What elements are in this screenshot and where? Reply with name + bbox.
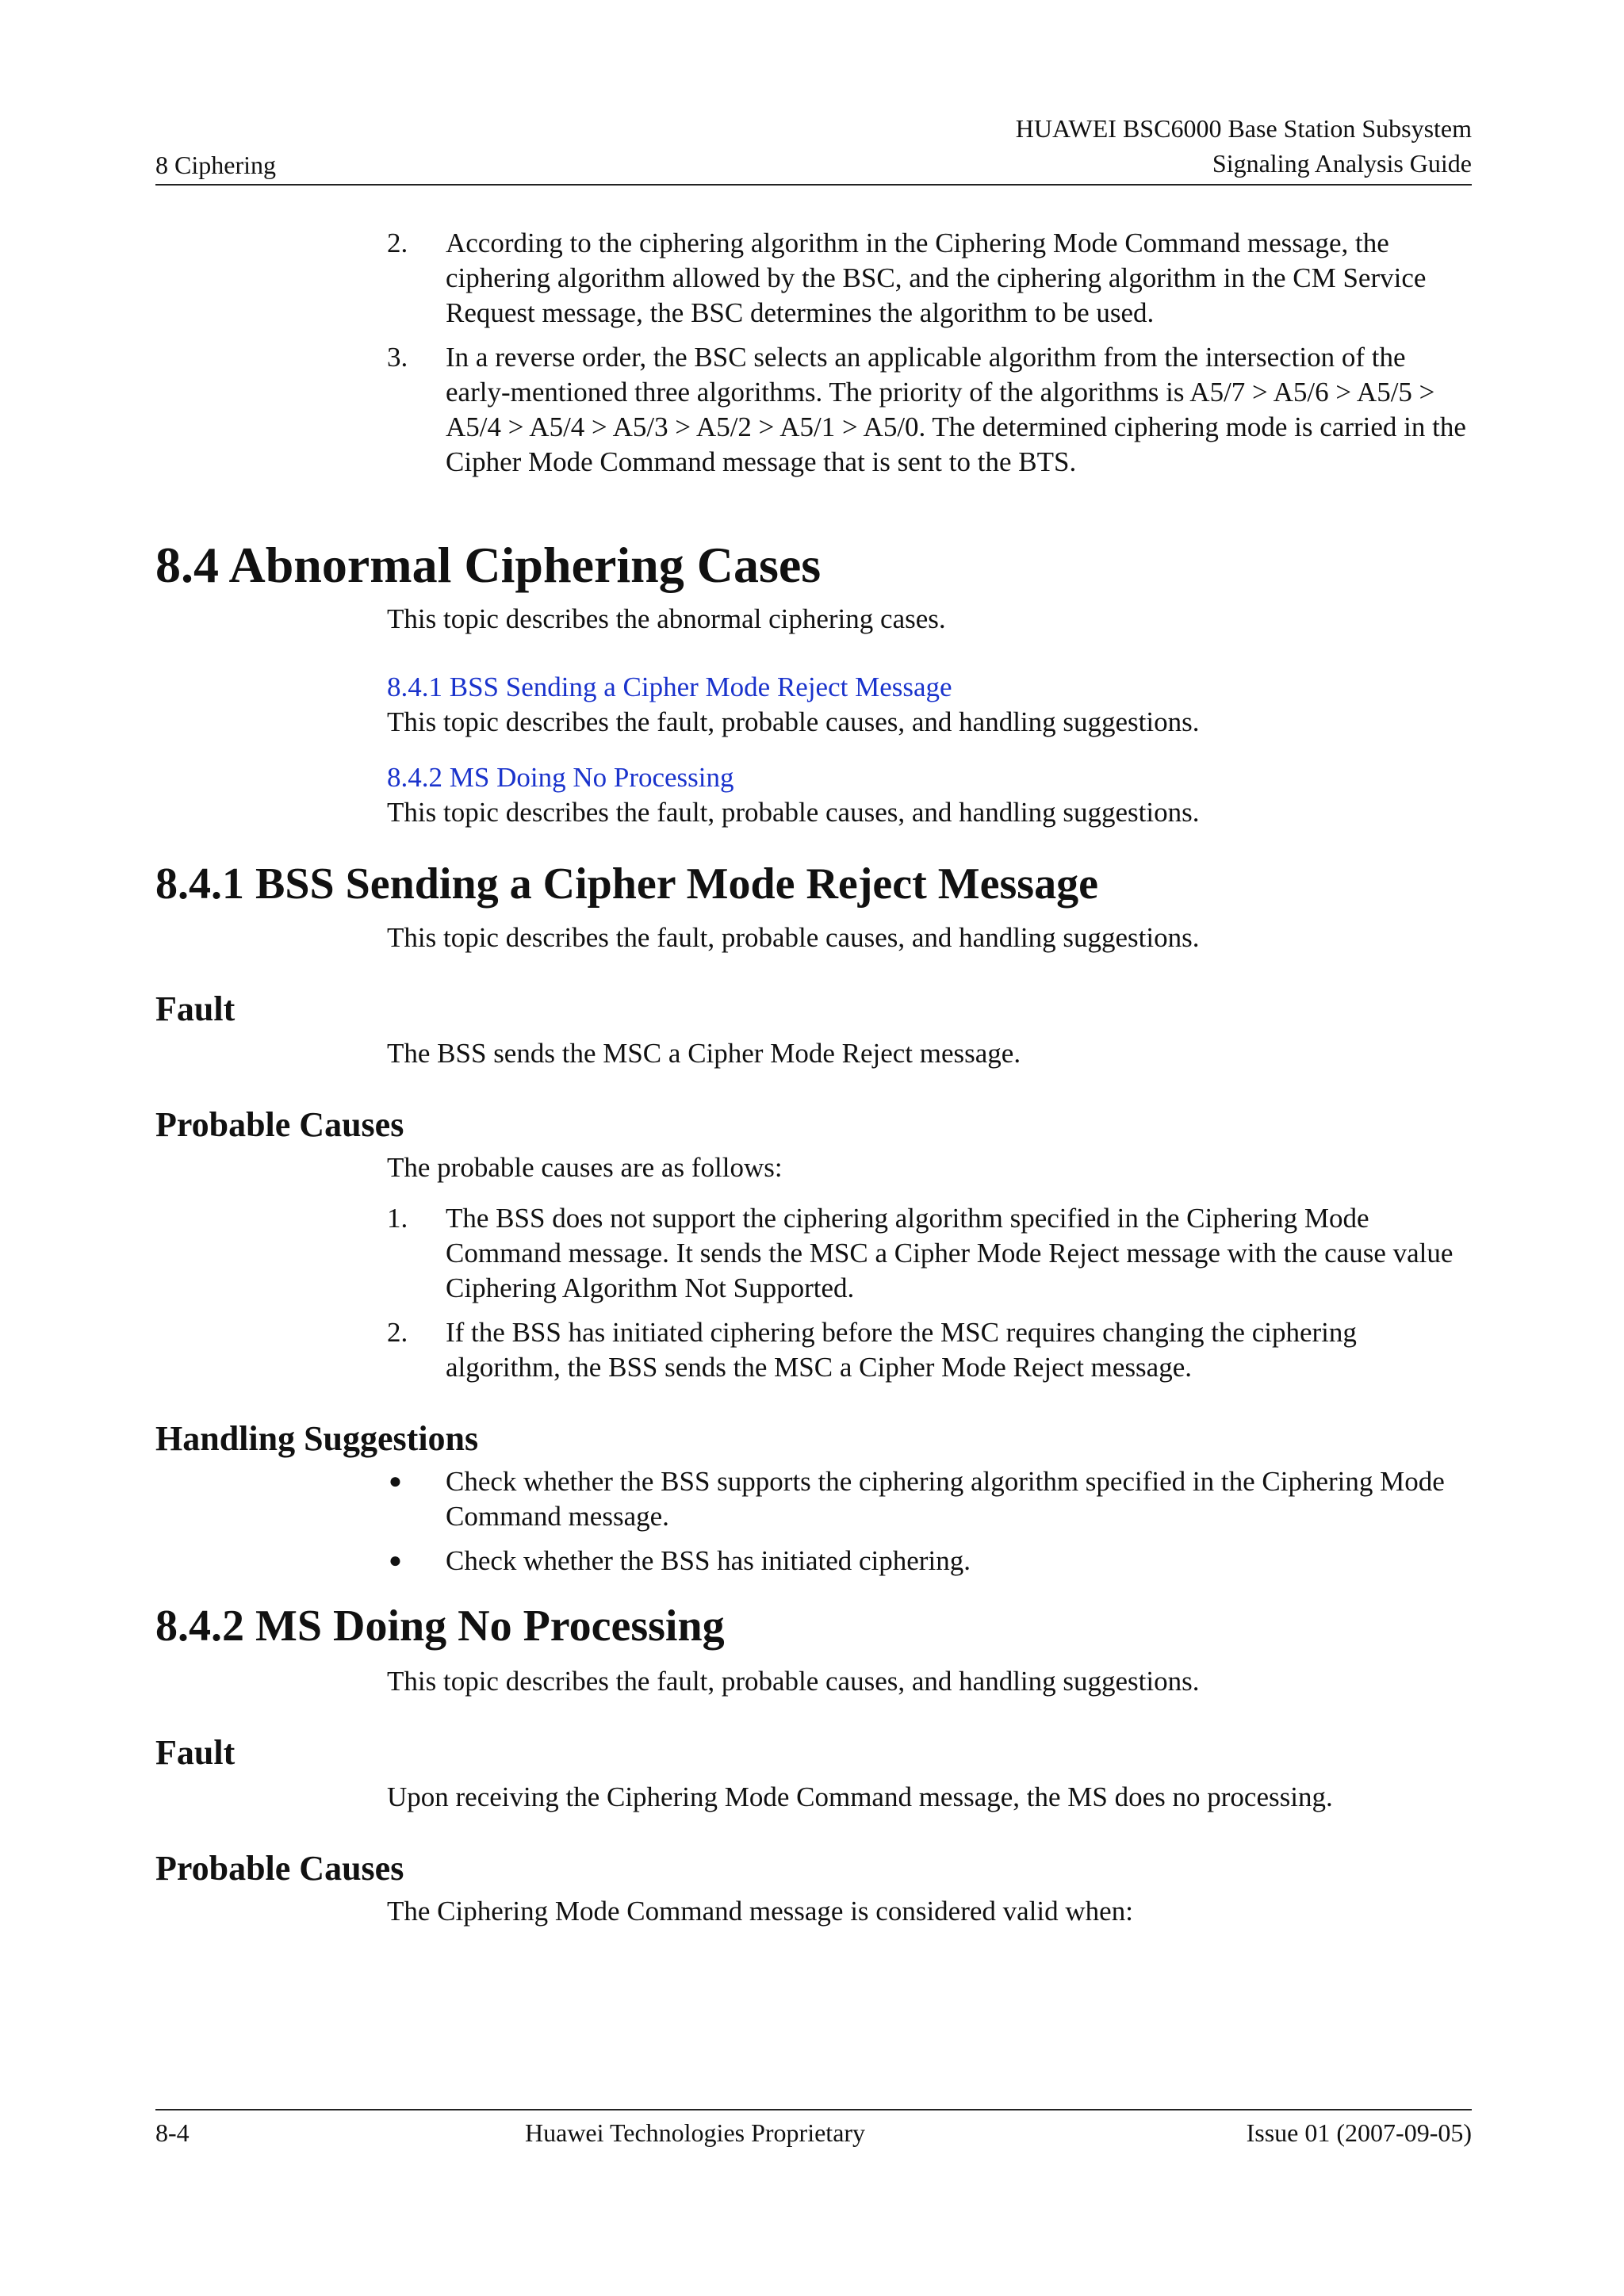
header-product — [1016, 111, 1472, 181]
fault-heading: Fault — [155, 989, 236, 1028]
probable-causes-heading: Probable Causes — [155, 1849, 404, 1888]
toc-entry-description: This topic describes the fault, probable causes, and handling suggestions. — [387, 797, 1200, 828]
list-number: 2. — [387, 228, 408, 258]
list-item — [387, 1315, 1472, 1385]
toc-link-8-4-1[interactable]: 8.4.1 BSS Sending a Cipher Mode Reject Message — [387, 672, 952, 702]
list-text: Check whether the BSS supports the ciphering algorithm specified in the Ciphering Mode Command message. — [446, 1466, 1445, 1532]
list-item — [387, 340, 1472, 480]
list-number: 2. — [387, 1317, 408, 1348]
page-footer — [155, 2109, 1472, 2158]
list-item — [387, 1464, 1472, 1534]
list-text: Check whether the BSS has initiated ciphering. — [446, 1545, 971, 1576]
section-description: This topic describes the abnormal ciphering cases. — [387, 603, 946, 634]
page-number: 8-4 — [155, 2118, 190, 2147]
list-item — [387, 1201, 1472, 1306]
list-text: In a reverse order, the BSC selects an applicable algorithm from the intersection of the early-mentioned three algorithms. The priority of the algorithms is A5/7 > A5/6 > A5/5 > A5/4 > A5/4 > A5/3 > A5/2 > A5/1 > A5/0. The determined ciphering mode is carried in the Cipher Mode Command message that is sent to the BTS. — [446, 342, 1466, 477]
fault-heading: Fault — [155, 1733, 236, 1772]
causes-intro: The Ciphering Mode Command message is considered valid when: — [387, 1896, 1133, 1927]
footer-issue: Issue 01 (2007-09-05) — [1246, 2118, 1472, 2147]
toc-entry — [387, 670, 1472, 740]
page-content — [155, 226, 1472, 1929]
section-title-8-4: 8.4 Abnormal Ciphering Cases — [155, 537, 822, 593]
page-header — [155, 114, 1472, 186]
bullet-icon: ● — [389, 1548, 402, 1573]
probable-causes-heading: Probable Causes — [155, 1105, 404, 1144]
bullet-icon: ● — [389, 1469, 402, 1494]
toc-link-8-4-2[interactable]: 8.4.2 MS Doing No Processing — [387, 762, 734, 793]
section-title-8-4-2: 8.4.2 MS Doing No Processing — [155, 1601, 725, 1651]
fault-text: The BSS sends the MSC a Cipher Mode Reject message. — [387, 1038, 1021, 1069]
list-number: 1. — [387, 1203, 408, 1234]
section-description: This topic describes the fault, probable causes, and handling suggestions. — [387, 1666, 1200, 1697]
toc-entry-description: This topic describes the fault, probable causes, and handling suggestions. — [387, 706, 1200, 737]
list-text: If the BSS has initiated ciphering before the MSC requires changing the ciphering algorithm, the BSS sends the MSC a Cipher Mode Reject message. — [446, 1317, 1357, 1383]
fault-text: Upon receiving the Ciphering Mode Command message, the MS does no processing. — [387, 1781, 1333, 1812]
list-text: The BSS does not support the ciphering algorithm specified in the Ciphering Mode Command message. It sends the MSC a Cipher Mode Reject message with the cause value Ciphering Algorithm Not Supported. — [446, 1203, 1454, 1303]
handling-suggestions-heading: Handling Suggestions — [155, 1419, 479, 1458]
list-text: According to the ciphering algorithm in the Ciphering Mode Command message, the ciphering algorithm allowed by the BSC, and the ciphering algorithm in the CM Service Request message, the BSC determines the algorithm to be used. — [446, 228, 1427, 328]
section-title-8-4-1: 8.4.1 BSS Sending a Cipher Mode Reject Message — [155, 859, 1098, 909]
causes-intro: The probable causes are as follows: — [387, 1152, 783, 1183]
footer-proprietary: Huawei Technologies Proprietary — [525, 2118, 866, 2147]
list-item — [387, 1544, 1472, 1578]
list-item — [387, 226, 1472, 331]
header-section: 8 Ciphering — [155, 151, 276, 179]
section-description: This topic describes the fault, probable causes, and handling suggestions. — [387, 922, 1200, 953]
header-product-line1: HUAWEI BSC6000 Base Station Subsystem — [1015, 114, 1472, 143]
header-product-line2: Signaling Analysis Guide — [1212, 149, 1472, 178]
toc-entry — [387, 760, 1472, 830]
list-number: 3. — [387, 342, 408, 373]
